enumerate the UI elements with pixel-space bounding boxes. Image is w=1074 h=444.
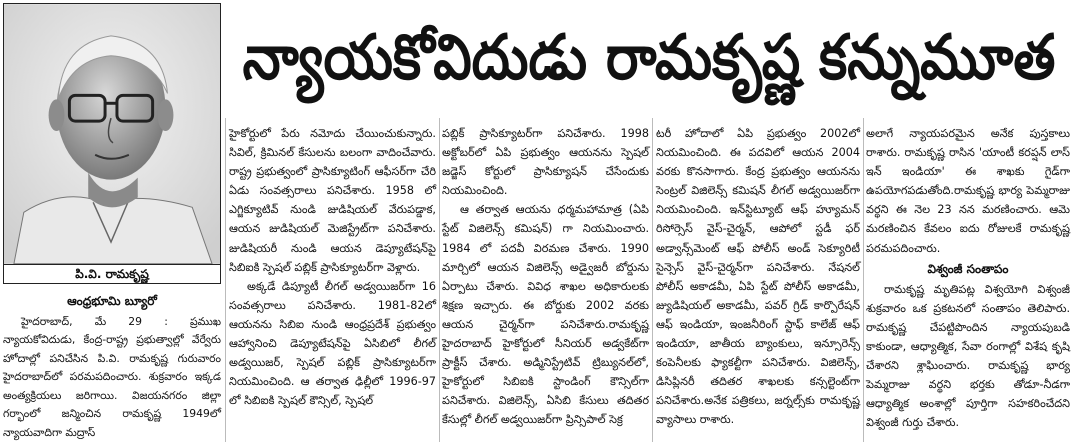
column-divider <box>439 118 440 442</box>
photo-caption: పి.వి. రామకృష్ణ <box>3 265 221 284</box>
column-divider <box>652 118 653 442</box>
column-divider <box>225 118 226 442</box>
article-column-3 <box>442 124 649 442</box>
article-column-4 <box>656 124 860 442</box>
article-column-1 <box>3 292 221 442</box>
paragraph: హైకోర్టులో పేరు నమోదు చేయించుకున్నారు. సివిల్, క్రిమినల్ కేసులను బలంగా వాదించేవారు. రాష్ట్ర ప్రభుత్వంలో ప్రాసిక్యూటింగ్ ఆఫీసర్‌గా చేరి ఏడు సంవత్సరాలు పనిచేశారు. 1958 లో ఎగ్జిక్యూటివ్ నుండి జుడిషియల్ వేరుపడ్డాక, ఆయన జుడిషియల్ మెజిస్ట్రేట్‌గా పనిచేశారు. జుడిషియరీ నుండి ఆయన డెప్యూటేషన్‌పై సిబిఐకి స్పెషల్ పబ్లిక్ ప్రాసిక్యూటర్‌గా వెళ్లారు. <box>229 127 436 274</box>
portrait-photo <box>3 3 221 265</box>
article-column-2 <box>229 124 436 442</box>
paragraph: టరీ హోదాలో ఏపి ప్రభుత్వం 2002లో నియమించింది. ఈ పదవిలో ఆయన 2004 వరకు కొనసాగారు. కేంద్ర ప్రభుత్వం ఆయనను సెంట్రల్ విజిలెన్స్ కమిషన్ లీగల్ అడ్వయిజర్‌గా నియమించింది. ఇన్‌స్టిట్యూట్ ఆఫ్ హ్యూమన్ రిసోర్సెస్ వైస్-చైర్మన్, ఆపోలో స్టడీ ఫర్ అడ్వాన్స్‌మెంట్ ఆఫ్ పోలీస్ అండ్ సెక్యూరిటీ సైన్సెస్ వైస్-చైర్మన్‌గా పనిచేశారు. నేషనల్ పోలీస్ అకాడమీ, ఏపి స్టేట్ పోలీస్ అకాడమీ, జ్యుడిషియల్ అకాడమీ, పవర్ గ్రిడ్ కార్పొరేషన్ ఆఫ్ ఇండియా, ఇంజనీరింగ్ స్టాఫ్ కాలేజ్ ఆఫ్ ఇండియా, జాతీయ బ్యాంకులు, ఇన్సూరెన్స్ కంపెనీలకు ఫ్యాకల్టీగా పనిచేశారు. విజిలెన్స్, డిసిప్లినరీ తదితర శాఖలకు కన్సల్టెంట్‌గా పనిచేశారు.అనేక పత్రికలు, జర్నల్స్‌కు రామకృష్ణ వ్యాసాలు రాశారు. <box>656 127 860 427</box>
paragraph: అక్కడే డిప్యూటీ లీగల్ అడ్వయిజర్‌గా 16 సంవత్సరాలు పనిచేశారు. 1981-82లో ఆయనను సిబిఐ నుండి ఆంధ్రప్రదేశ్ ప్రభుత్వం ఆహ్వానించి డెప్యూటేషన్‌పై ఏసిబిలో లీగల్ అడ్వయిజర్, స్పెషల్ పబ్లిక్ ప్రాసిక్యూటర్‌గా నియమించింది. ఆ తర్వాత ఢిల్లీలో 1996-97 లో సిబిఐకి స్పెషల్ కౌన్సిల్, స్పెషల్ <box>229 279 436 408</box>
paragraph: రామకృష్ణ మృతిపట్ల విశ్వయోగి విశ్వంజీ శుక్రవారం ఒక ప్రకటనలో సంతాపం తెలిపారు. రామకృష్ణ చేపట్టిపొందిన న్యాయపుబడి కాకుండా, ఆధ్యాత్మిక, సేవా రంగాల్లో విశేష కృషి చేశారని శ్లాఘించారు. రామకృష్ణ భార్య పెమ్మరాజు వర్థని భర్తకు తోడూ-నీడగా ఆధ్యాత్మిక అంశాల్లో పూర్తిగా సహకరించేదని విశ్వంజీ గుర్తు చేశారు. <box>866 282 1070 430</box>
byline: ఆంధ్రభూమి బ్యూరో <box>67 294 157 308</box>
paragraph: ఆ తర్వాత ఆయను ధర్మమహామాత్ర (ఏపి స్టేట్ విజిలెన్స్ కమిషన్) గా నియమించారు. 1984 లో పదవీ విరమణ చేశారు. 1990 మార్చిలో ఆయన విజిలెన్స్ అడ్వైజరీ బోర్డును ఏర్పాటు చేశారు. వివిధ శాఖల అధికారులకు శిక్షణ ఇచ్చారు. ఈ బోర్డుకు 2002 వరకు ఆయన చైర్మన్‌గా పనిచేశారు.రామకృష్ణ హైదరాబాద్ హైకోర్టులో సీనియర్ అడ్వకేట్‌గా ప్రాక్టీస్ చేశారు. అడ్మినిస్ట్రేటివ్ ట్రిబ్యునల్‌లో, హైకోర్టులో సిబిఐకి స్టాండింగ్ కౌన్సిల్‌గా పనిచేశారు. విజిలెన్స్, ఏసిబి కేసులు తదితర కేసుల్లో లీగల్ అడ్వయిజర్‌గా ప్రిన్సిపాల్ సెక్ర <box>442 203 649 427</box>
subheading: విశ్వంజీ సంతాపం <box>927 261 1009 276</box>
headline: న్యాయకోవిదుడు రామకృష్ణ కన్నుమూత <box>242 21 1056 94</box>
article-column-5 <box>866 124 1070 442</box>
column-divider <box>863 118 864 442</box>
portrait-photo-drawing <box>4 4 220 264</box>
paragraph: పబ్లిక్ ప్రాసిక్యూటర్‌గా పనిచేశారు. 1998 అక్టోబర్‌లో ఏపి ప్రభుత్వం ఆయనను స్పెషల్ జడ్జెస్ కోర్టులో ప్రాసిక్యూషన్ చేసేందుకు నియమించింది. <box>442 127 649 198</box>
paragraph: హైదరాబాద్, మే 29 : ప్రముఖ న్యాయకోవిదుడు, కేంద్ర-రాష్ట్ర ప్రభుత్వాల్లో వేర్వేరు హోదాల్లో పనిచేసిన పి.వి. రామకృష్ణ గురువారం హైదరాబాద్‌లో పరమపదించారు. శుక్రవారం ఇక్కడ అంత్యక్రియలు జరిగాయి. విజయనగరం జిల్లా గర్భాంలో జన్మించిన రామకృష్ణ 1949లో న్యాయవాదిగా మద్రాస్ <box>3 314 221 439</box>
paragraph: అలాగే న్యాయపరమైన అనేక పుస్తకాలు రాశారు. రామకృష్ణ రాసిన 'యాంటీ కరప్షన్ లాస్ ఇన్ ఇండియా' ఈ శాఖకు గైడ్‌గా ఉపయోగపడుతోంది.రామకృష్ణ భార్య పెమ్మరాజు వర్థని ఈ నెల 23 నన మరణించారు. ఆమె మరణించిన కేవలం ఐదు రోజులకే రామకృష్ణ పరమపదించారు. <box>866 127 1070 255</box>
